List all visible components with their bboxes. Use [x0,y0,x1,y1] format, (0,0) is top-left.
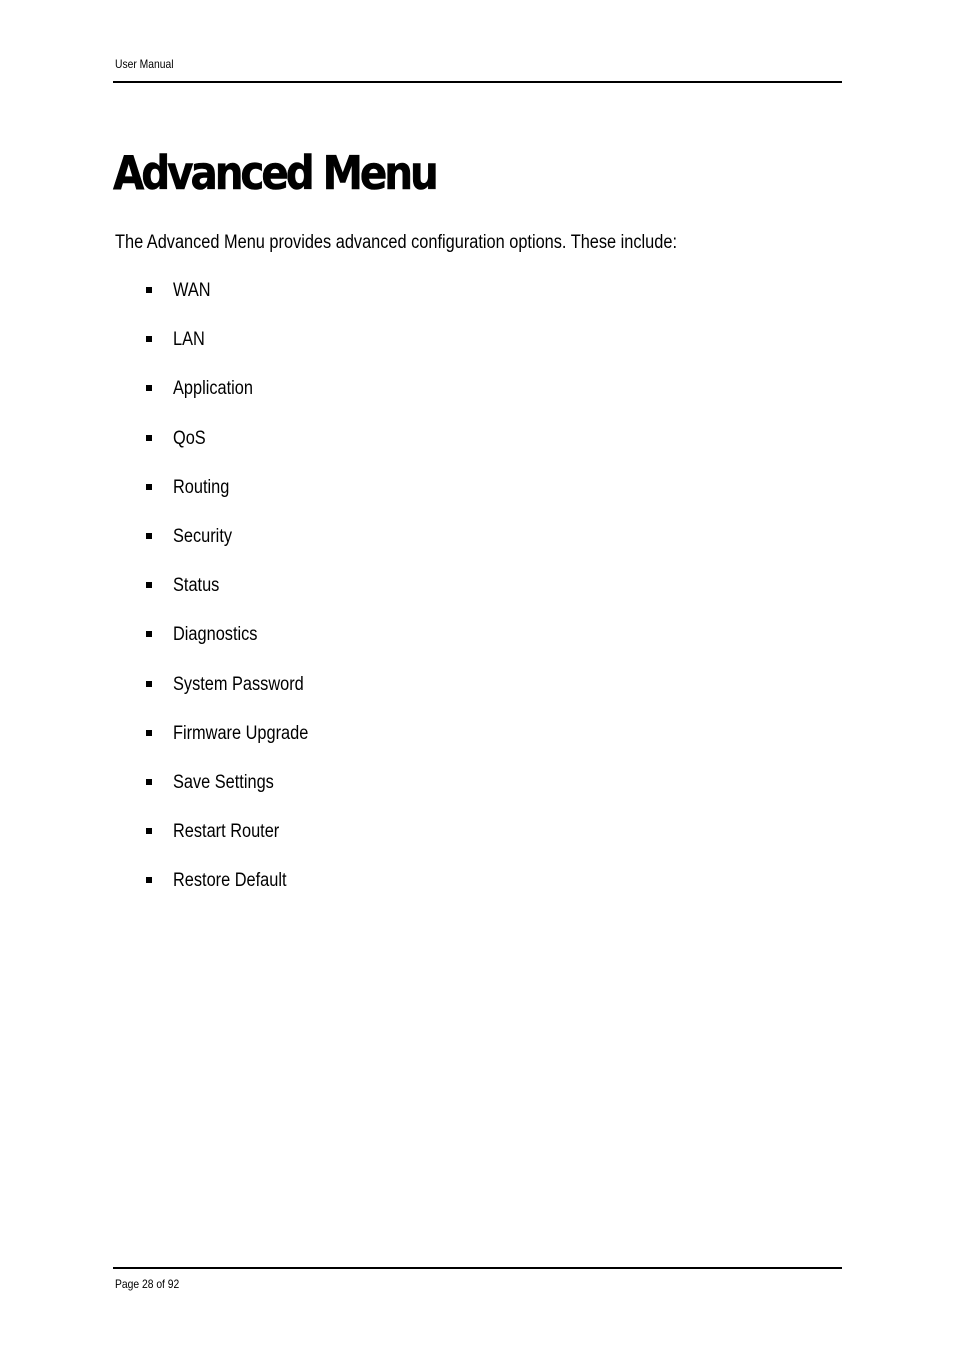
list-item-label: Restart Router [173,821,280,843]
page-number: Page 28 of 92 [115,1277,180,1291]
square-bullet-icon [146,533,152,539]
running-header: User Manual [115,57,174,71]
square-bullet-icon [146,385,152,391]
list-item-label: WAN [173,280,211,301]
header-divider [113,81,842,83]
square-bullet-icon [146,681,152,687]
square-bullet-icon [146,730,152,736]
footer-divider [113,1267,842,1269]
list-item-label: QoS [173,427,206,449]
list-item-label: Application [173,378,253,400]
square-bullet-icon [146,779,152,785]
square-bullet-icon [146,287,152,293]
list-item-label: Firmware Upgrade [173,722,309,744]
square-bullet-icon [146,336,152,342]
square-bullet-icon [146,877,152,883]
intro-paragraph: The Advanced Menu provides advanced configuration options. These include: [115,232,677,253]
square-bullet-icon [146,582,152,588]
list-item-label: Security [173,525,233,547]
square-bullet-icon [146,435,152,441]
list-item-label: Diagnostics [173,624,258,646]
list-item-label: LAN [173,329,205,351]
section-title: Advanced Menu [113,146,436,200]
square-bullet-icon [146,828,152,834]
list-item-label: System Password [173,673,304,695]
list-item-label: Save Settings [173,771,274,793]
list-item-label: Status [173,575,220,597]
square-bullet-icon [146,484,152,490]
list-item-label: Restore Default [173,870,287,892]
square-bullet-icon [146,631,152,637]
list-item-label: Routing [173,476,230,498]
